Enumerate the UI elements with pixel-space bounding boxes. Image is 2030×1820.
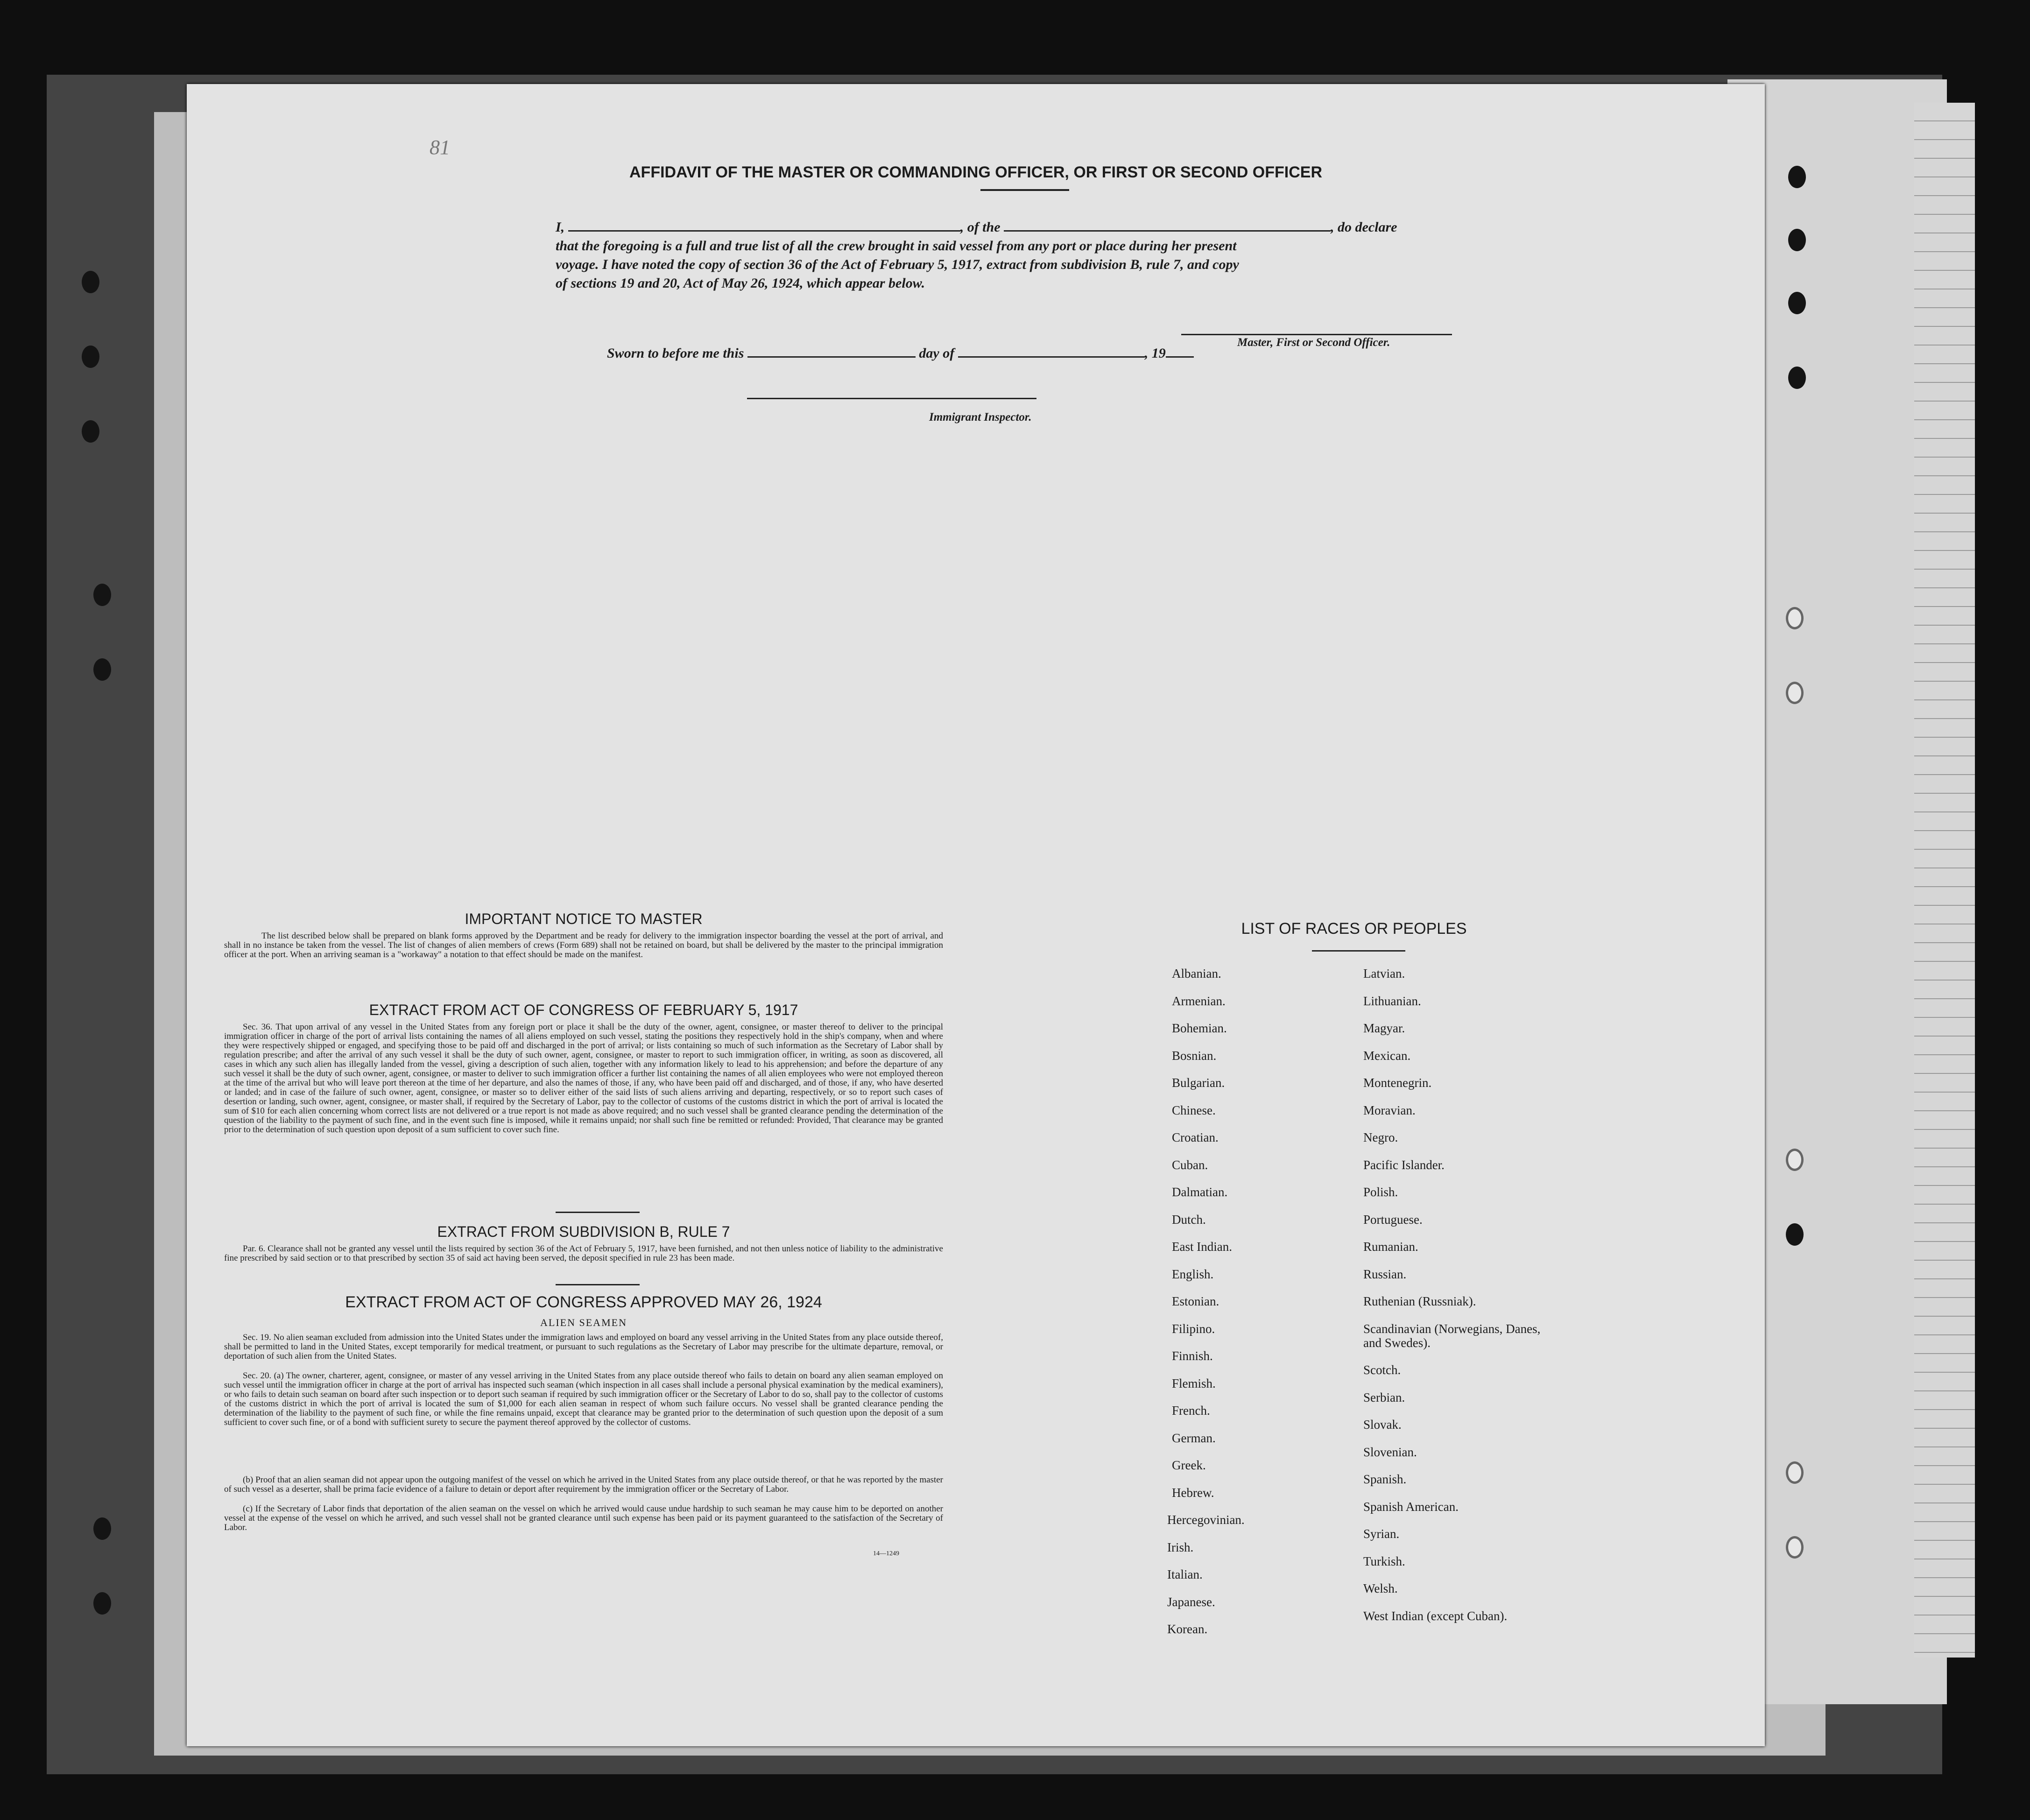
races-title: LIST OF RACES OR PEOPLES xyxy=(1241,920,1467,938)
race-item: East Indian. xyxy=(1172,1240,1232,1254)
race-item: Japanese. xyxy=(1167,1594,1215,1609)
race-item: Welsh. xyxy=(1363,1581,1398,1595)
race-item: Flemish. xyxy=(1172,1376,1216,1390)
race-item: Pacific Islander. xyxy=(1363,1157,1445,1172)
race-item: Polish. xyxy=(1363,1185,1398,1199)
binder-hole xyxy=(1786,607,1804,629)
race-item: Turkish. xyxy=(1363,1554,1405,1568)
race-item: Croatian. xyxy=(1172,1130,1219,1144)
race-item: Russian. xyxy=(1363,1267,1407,1281)
race-item: French. xyxy=(1172,1404,1210,1418)
race-item: German. xyxy=(1172,1431,1216,1445)
race-item: Slovenian. xyxy=(1363,1445,1417,1459)
extract-1924-subtitle: ALIEN SEAMEN xyxy=(540,1317,627,1328)
race-item: Ruthenian (Russniak). xyxy=(1363,1294,1476,1308)
extract-1924-sec20a: Sec. 20. (a) The owner, charterer, agent, consignee, or master of any vessel arriving in the United States from any place outside thereof who fails to detain on board any alien seaman employed on such vessel until the immigration officer in charge at the port of arrival has inspected such seaman (which inspection in all cases shall include a personal physical examination by the medical examiners), or who fails to detain such seaman on board after such inspection or to deport such seaman if required by such immigration officer or the Secretary of Labor to do so, shall pay to the collector of customs of the customs district in which the port of arrival is located the sum of $1,000 for each alien seaman in respect of whom such failure occurs. No vessel shall be granted clearance pending the determination of the liability to the payment of such fine, or while the fine remains unpaid, except that clearance may be granted prior to the determination of such question upon the deposit of a sum sufficient to cover such fine, or of a bond with sufficient surety to secure the payment thereof approved by the collector of customs. xyxy=(224,1371,943,1427)
master-signature-line[interactable] xyxy=(1181,334,1452,335)
binder-hole xyxy=(93,584,111,606)
binder-hole xyxy=(1788,367,1806,389)
race-item: Syrian. xyxy=(1363,1527,1400,1541)
race-item: Slovak. xyxy=(1363,1418,1402,1432)
binder-hole xyxy=(82,271,99,293)
binder-hole xyxy=(82,420,99,443)
race-item: Cuban. xyxy=(1172,1157,1208,1172)
do-declare-label: , do declare xyxy=(1331,219,1397,235)
sworn-label: Sworn to before me this xyxy=(607,346,744,361)
race-item: Mexican. xyxy=(1363,1048,1411,1063)
race-item: Spanish. xyxy=(1363,1472,1407,1486)
race-item: Moravian. xyxy=(1363,1103,1416,1117)
race-item: Hercegovinian. xyxy=(1167,1513,1245,1527)
race-item: Armenian. xyxy=(1172,994,1226,1008)
sworn-month-blank[interactable] xyxy=(958,356,1145,358)
binder-hole xyxy=(1786,1536,1804,1559)
binder-hole xyxy=(82,346,99,368)
race-item: Scandinavian (Norwegians, Danes, and Swedes). xyxy=(1363,1321,1541,1350)
extract-1924-sec20c: (c) If the Secretary of Labor finds that deportation of the alien seaman on the vessel on which he arrived would cause undue hardship to such seaman he may cause him to be deported on another vessel at the expense of the vessel on which he arrived, and such vessel shall not be granted clearance until such expense has been paid or its payment guaranteed to the satisfaction of the Secretary of Labor. xyxy=(224,1504,943,1532)
race-item: Finnish. xyxy=(1172,1349,1213,1363)
race-item: West Indian (except Cuban). xyxy=(1363,1608,1508,1623)
affidavit-body-2: voyage. I have noted the copy of section 36 of the Act of February 5, 1917, extract from subdivision B, rule 7, and copy xyxy=(556,257,1239,272)
race-item: Dalmatian. xyxy=(1172,1185,1228,1199)
affidavit-title-rule xyxy=(980,189,1069,191)
races-title-rule xyxy=(1312,950,1405,952)
race-item: Bosnian. xyxy=(1172,1048,1217,1063)
i-label: I, xyxy=(556,219,565,235)
race-item: Serbian. xyxy=(1363,1390,1405,1404)
notice-title: IMPORTANT NOTICE TO MASTER xyxy=(465,910,703,927)
sworn-year-blank[interactable] xyxy=(1166,356,1194,358)
sworn-line xyxy=(607,346,1194,361)
sworn-day-blank[interactable] xyxy=(747,356,916,358)
race-item: Estonian. xyxy=(1172,1294,1219,1308)
race-item: Hebrew. xyxy=(1172,1485,1214,1500)
notice-text: The list described below shall be prepared on blank forms approved by the Department and be ready for delivery to the immigration inspector boarding the vessel at the port of arrival, and shall in no instance be taken from the vessel. The list of changes of alien members of crews (Form 689) shall not be retained on board, but shall be delivered by the master to the principal immigration officer at the port. When an arriving seaman is a "workaway" a notation to that effect should be made on the manifest. xyxy=(224,931,943,959)
extract-rule7-text: Par. 6. Clearance shall not be granted any vessel until the lists required by section 36 of the Act of February 5, 1917, have been furnished, and not then unless notice of liability to the administrative fine prescribed by said section or to that prescribed by section 35 of said act having been served, the deposit specified in rule 23 has been made. xyxy=(224,1244,943,1263)
extract-1924-sec19: Sec. 19. No alien seaman excluded from admission into the United States under the immigration laws and employed on board any vessel arriving in the United States from any place outside thereof, shall be permitted to land in the United States, except temporarily for medical treatment, or pursuant to such regulations as the Secretary of Labor may prescribe for the ultimate departure, removal, or deportation of such alien from the United States. xyxy=(224,1333,943,1361)
binder-hole xyxy=(93,1592,111,1615)
manifest-back-page xyxy=(187,84,1765,1746)
binder-hole xyxy=(1788,229,1806,251)
race-item: Latvian. xyxy=(1363,966,1405,981)
form-number: 14—1249 xyxy=(873,1550,899,1557)
extract-1917-text: Sec. 36. That upon arrival of any vessel in the United States from any foreign port or place it shall be the duty of the owner, agent, consignee, or master thereof to deliver to the principal immigration officer in charge of the port of arrival lists containing the names of all aliens employed on such vessel, stating the positions they respectively hold in the ship's company, when and where they were respectively shipped or engaged, and specifying those to be paid off and discharged in the port of arrival; or lists containing so much of such information as the Secretary of Labor shall by regulation prescribe; and after the arrival of any such vessel it shall be the duty of such owner, agent, consignee, or master to report to such immigration officer, in writing, as soon as discovered, all cases in which any such alien has illegally landed from the vessel, giving a description of such alien, together with any information likely to lead to his apprehension; and before the departure of any such vessel it shall be the duty of such owner, agent, consignee, or master to deliver to such immigration officer a further list containing the names of all alien employees who were not employed thereon at the time of the arrival but who will leave port thereon at the time of her departure, and also the names of those, if any, who have been paid off and discharged, and of those, if any, who have deserted or landed; and in case of the failure of such owner, agent, consignee, or master so to deliver either of the said lists of such aliens arriving and departing, respectively, or so to report such cases of desertion or landing, such owner, agent, consignee, or master shall, if required by the Secretary of Labor, pay to the collector of customs of the customs district in which the port of arrival is located the sum of $10 for each alien concerning whom correct lists are not delivered or a true report is not made as above required; and no such vessel shall be granted clearance pending the determination of the question of the liability to the payment of such fine, and in the event such fine is imposed, while it remains unpaid; nor shall such fine be remitted or refunded: Provided, That clearance may be granted prior to the determination of such question upon deposit of a sum sufficient to cover such fine. xyxy=(224,1022,943,1135)
underlying-grid-sheet xyxy=(1914,103,1975,1658)
race-item: Rumanian. xyxy=(1363,1240,1418,1254)
race-item: Portuguese. xyxy=(1363,1212,1423,1227)
race-item: Filipino. xyxy=(1172,1321,1215,1336)
binder-hole xyxy=(1786,1461,1804,1484)
master-name-blank[interactable] xyxy=(568,230,960,232)
extract-rule7-title: EXTRACT FROM SUBDIVISION B, RULE 7 xyxy=(437,1223,730,1240)
handwritten-page-number: 81 xyxy=(430,136,450,159)
binder-hole xyxy=(1786,1223,1804,1246)
binder-hole xyxy=(1788,166,1806,188)
binder-hole xyxy=(1788,292,1806,314)
race-item: Chinese. xyxy=(1172,1103,1216,1117)
race-item: Italian. xyxy=(1167,1567,1203,1581)
affidavit-title: AFFIDAVIT OF THE MASTER OR COMMANDING OFFICER, OR FIRST OR SECOND OFFICER xyxy=(629,163,1322,181)
year-label: , 19 xyxy=(1144,346,1166,361)
binder-hole xyxy=(1786,1149,1804,1171)
inspector-label: Immigrant Inspector. xyxy=(929,411,1032,423)
race-item: Korean. xyxy=(1167,1622,1208,1636)
of-the-label: , of the xyxy=(960,219,1001,235)
affidavit-line-declaration xyxy=(556,219,1667,235)
race-item: Albanian. xyxy=(1172,966,1221,981)
binder-hole xyxy=(1786,682,1804,704)
binder-hole xyxy=(93,1517,111,1540)
race-item: Scotch. xyxy=(1363,1363,1401,1377)
race-item: Montenegrin. xyxy=(1363,1076,1432,1090)
vessel-name-blank[interactable] xyxy=(1004,230,1331,232)
affidavit-body-3: of sections 19 and 20, Act of May 26, 1924, which appear below. xyxy=(556,275,925,291)
race-item: Bulgarian. xyxy=(1172,1076,1225,1090)
inspector-signature-line[interactable] xyxy=(747,398,1036,399)
rule-divider xyxy=(556,1212,640,1213)
race-item: Negro. xyxy=(1363,1130,1398,1144)
race-item: Irish. xyxy=(1167,1540,1194,1554)
race-item: Spanish American. xyxy=(1363,1499,1459,1514)
extract-1917-title: EXTRACT FROM ACT OF CONGRESS OF FEBRUARY 5, 1917 xyxy=(369,1002,798,1018)
extract-1924-sec20b: (b) Proof that an alien seaman did not appear upon the outgoing manifest of the vessel on which he arrived in the United States from any place outside thereof, or that he was reported by the master of such vessel as a deserter, shall be prima facie evidence of a failure to detain or deport after requirement by the immigration officer or the Secretary of Labor. xyxy=(224,1475,943,1494)
race-item: Bohemian. xyxy=(1172,1021,1227,1035)
day-of-label: day of xyxy=(919,346,955,361)
binder-hole xyxy=(93,658,111,681)
race-item: Magyar. xyxy=(1363,1021,1405,1035)
master-signature-label: Master, First or Second Officer. xyxy=(1237,336,1390,349)
race-item: Lithuanian. xyxy=(1363,994,1421,1008)
extract-1924-title: EXTRACT FROM ACT OF CONGRESS APPROVED MAY 26, 1924 xyxy=(345,1293,822,1311)
rule-divider xyxy=(556,1284,640,1285)
affidavit-body-1: that the foregoing is a full and true list of all the crew brought in said vessel from any port or place during her present xyxy=(556,238,1237,254)
race-item: Dutch. xyxy=(1172,1212,1206,1227)
race-item: Greek. xyxy=(1172,1458,1206,1472)
race-item: English. xyxy=(1172,1267,1214,1281)
